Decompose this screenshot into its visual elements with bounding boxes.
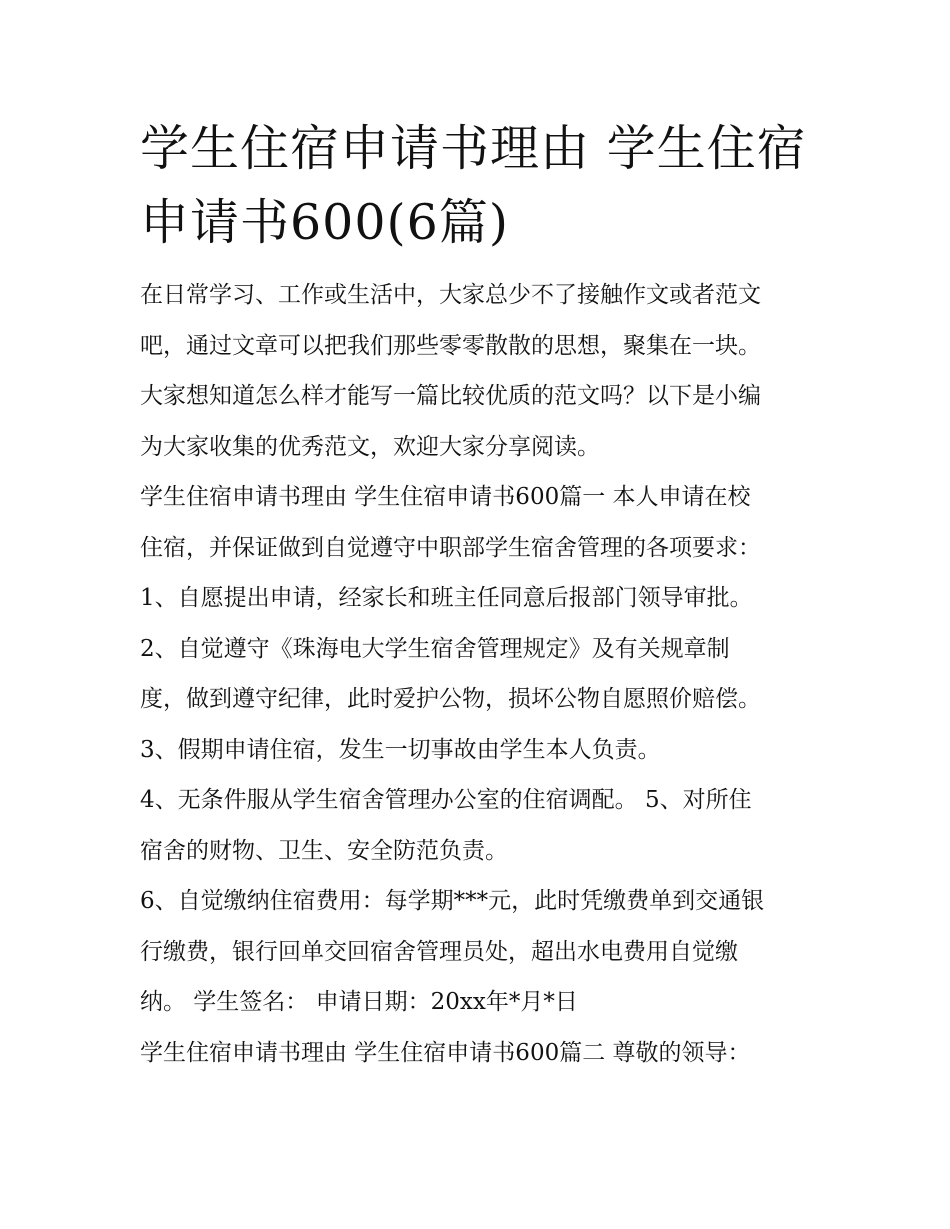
body-line: 住宿，并保证做到自觉遵守中职部学生宿舍管理的各项要求： bbox=[140, 534, 761, 561]
body-line: 宿舍的财物、卫生、安全防范负责。 bbox=[140, 837, 508, 864]
body-line: 3、假期申请住宿，发生一切事故由学生本人负责。 bbox=[140, 736, 661, 763]
body-line: 学生住宿申请书理由 学生住宿申请书600篇二 尊敬的领导： bbox=[140, 1039, 751, 1066]
body-line: 纳。 学生签名： 申请日期：20xx年*月*日 bbox=[140, 989, 578, 1015]
body-line: 在日常学习、工作或生活中，大家总少不了接触作文或者范文 bbox=[140, 282, 761, 308]
document-title bbox=[140, 112, 820, 260]
body-line: 1、自愿提出申请，经家长和班主任同意后报部门领导审批。 bbox=[140, 585, 753, 611]
body-line: 吧，通过文章可以把我们那些零零散散的思想，聚集在一块。 bbox=[140, 332, 761, 359]
title-line: 学生住宿申请书理由 学生住宿 bbox=[140, 120, 807, 177]
body-line: 行缴费，银行回单交回宿舍管理员处，超出水电费用自觉缴 bbox=[140, 938, 738, 965]
document-body bbox=[140, 270, 820, 1078]
document-page bbox=[140, 112, 820, 1078]
body-line: 4、无条件服从学生宿舍管理办公室的住宿调配。 5、对所住 bbox=[140, 787, 752, 813]
body-line: 2、自觉遵守《珠海电大学生宿舍管理规定》及有关规章制 bbox=[140, 635, 730, 662]
body-line: 学生住宿申请书理由 学生住宿申请书600篇一 本人申请在校 bbox=[140, 484, 751, 510]
body-line: 度，做到遵守纪律，此时爱护公物，损坏公物自愿照价赔偿。 bbox=[140, 686, 761, 712]
body-line: 6、自觉缴纳住宿费用：每学期***元，此时凭缴费单到交通银 bbox=[140, 888, 765, 914]
body-line: 为大家收集的优秀范文，欢迎大家分享阅读。 bbox=[140, 433, 600, 460]
body-line: 大家想知道怎么样才能写一篇比较优质的范文吗？以下是小编 bbox=[140, 383, 761, 409]
title-line: 申请书600(6篇) bbox=[140, 194, 509, 251]
